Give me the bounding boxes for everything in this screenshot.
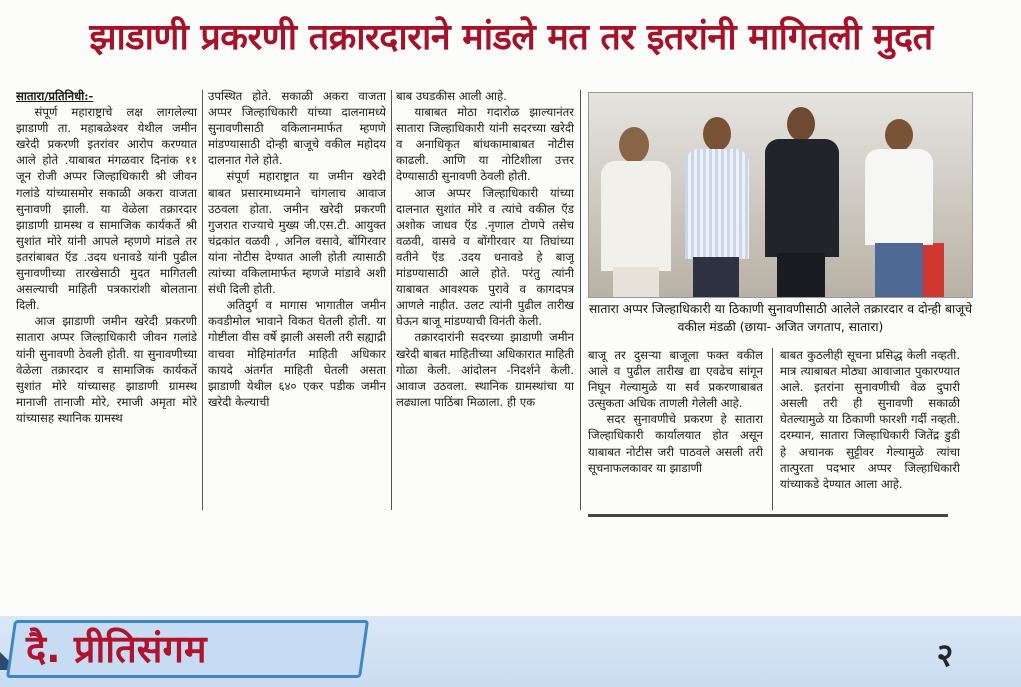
column-rule	[772, 348, 773, 510]
paragraph: आज झाडाणी जमीन खरेदी प्रकरणी सातारा अप्पर जिल्हाधिकारी जीवन गलांडे यांनी सुनावणी ठेवली होती. या सुनावणीच्या वेळेला तक्रारदार व सामाजिक कार्यकर्ते सुशांत मोरे यांच्यासह झाडाणी ग्रामस्थ मानाजी तानाजी मोरे, रमाजी अमृता मोरे यांच्यासह स्थानिक ग्रामस्थ	[16, 314, 197, 425]
paragraph: अतिदुर्ग व मागास भागातील जमीन कवडीमोल भावाने विकत घेतली होती. या गोष्टीला वीस वर्षे झाली असली तरी सह्याद्री वाचवा मोहिमांतर्गत माहिती अधिकार कायदे अंतर्गत माहिती घेतली असता झाडाणी येथील ६४० एकर पडीक जमीन खरेदी केल्याची	[208, 298, 386, 409]
article-end-rule	[588, 514, 948, 517]
paragraph: याबाबत मोठा गदारोळ झाल्यानंतर सातारा जिल्हाधिकारी यांनी सदरच्या खरेदी व अनाधिकृत बांधकामाबाबत नोटीस काढली. आणि या नोटिशीला उत्तर देण्यासाठी सुनावणी ठेवली होती.	[396, 105, 574, 184]
paragraph: संपूर्ण महाराष्ट्राचे लक्ष लागलेल्या झाडाणी ता. महाबळेश्वर येथील जमीन खरेदी प्रकरणी इतरांवर आरोप करण्यात आले होते .याबाबत मंगळवार दिनांक ११ जून रोजी अप्पर जिल्हाधिकारी श्री जीवन गलांडे यांच्यासमोर सकाळी अकरा वाजता सुनावणी झाली. या वेळेला तक्रारदार झाडाणी ग्रामस्थ व सामाजिक कार्यकर्ते श्री सुशांत मोरे यांनी आपले म्हणणे मांडले तर इतरांबाबत ऍड .उदय धनावडे यांनी पुढील सुनावणीच्या तारखेसाठी मुदत मागितली असल्याची माहिती पत्रकारांशी बोलताना दिली.	[16, 105, 197, 313]
dateline: सातारा/प्रतिनिधी:-	[16, 89, 94, 103]
column-rule	[580, 90, 581, 510]
column-rule	[391, 90, 392, 510]
article-column-2	[208, 88, 386, 513]
column-rule	[202, 90, 203, 510]
newspaper-name: दै. प्रीतिसंगम	[26, 627, 207, 671]
page-number: २	[936, 636, 954, 674]
article-column-4	[588, 347, 763, 512]
paragraph: उपस्थित होते. सकाळी अकरा वाजता अप्पर जिल्हाधिकारी यांच्या दालनामध्ये सुनावणीसाठी वकिलानमार्फत म्हणणे मांडण्यासाठी दोन्ही बाजूचे वकील महोदय दालनात गेले होते.	[208, 89, 386, 168]
photo-person	[681, 117, 753, 297]
paragraph: आज अप्पर जिल्हाधिकारी यांच्या दालनात सुशांत मोरे व त्यांचे वकील ऍड अशोक जाधव ऍड .नृणाल टोणपे तसेच वळवी, वासवे व बोंगीरवार या तिघांच्या वतीने ऍड .उदय धनावडे हे बाजू मांडण्यासाठी आले होते. परंतु त्यांनी याबाबत आवश्यक पुरावे व कागदपत्र आणले नाहीत. उलट त्यांनी पुढील तारीख घेऊन बाजू मांडण्याची विनंती केली.	[396, 185, 574, 329]
paragraph: तक्रारदारांनी सदरच्या झाडाणी जमीन खरेदी बाबत माहितीच्या अधिकारात माहिती गोळा केली. आंदोलन -निदर्शने केली. आवाज उठवला. स्थानिक ग्रामस्थांचा या लढ्याला पाठिंबा मिळाला. ही एक	[396, 330, 574, 409]
paragraph: बाबत कुठलीही सूचना प्रसिद्ध केली नव्हती. मात्र त्याबाबत मोठ्या आवाजात पुकारण्यात आले. इतरांना सुनावणीची वेळ दुपारी असली तरी ही सुनावणी सकाळी घेतल्यामुळे या ठिकाणी फारशी गर्दी नव्हती. दरम्यान, सातारा जिल्हाधिकारी जितेंद्र डुडी हे अचानक सुट्टीवर गेल्यामुळे त्यांचा तात्पुरता पदभार अप्पर जिल्हाधिकारी यांच्याकडे देण्यात आला आहे.	[780, 348, 960, 491]
article-column-5	[780, 347, 960, 512]
photo-person	[597, 127, 675, 297]
paragraph: बाजू तर दुसऱ्या बाजूला फक्त वकील आले व पुढील तारीख द्या एवढेच सांगून निघून गेल्यामुळे या सर्व प्रकरणाबाबत उत्सुकता अधिक ताणली गेलेली आहे.	[588, 348, 763, 411]
paragraph: बाब उघडकीस आली आहे.	[396, 89, 507, 103]
article-column-1	[16, 88, 197, 513]
article-column-3	[396, 88, 574, 513]
photo-person	[861, 119, 937, 297]
paragraph: सदर सुनावणीचे प्रकरण हे सातारा जिल्हाधिकारी कार्यालयात होत असून याबाबत नोटीस जरी पाठवले असली तरी सूचनाफलकावर या झाडाणी	[588, 412, 763, 475]
headline: झाडाणी प्रकरणी तक्रारदाराने मांडले मत तर इतरांनी मागितली मुदत	[89, 17, 933, 58]
photo-caption: सातारा अप्पर जिल्हाधिकारी या ठिकाणी सुनावणीसाठी आलेले तक्रारदार व दोन्ही बाजूचे वकील मंडळी (छाया- अजित जगताप, सातारा)	[588, 302, 973, 334]
news-photo	[588, 92, 973, 298]
paragraph: संपूर्ण महाराष्ट्रात या जमीन खरेदी बाबत प्रसारमाध्यमाने चांगलाच आवाज उठवला होता. जमीन खरेदी प्रकरणी गुजरात राज्याचे मुख्य जी.एस.टी. आयुक्त चंद्रकांत वळवी , अनिल वसावे, बोंगिरवार यांना नोटीस देण्यात आली होती त्यासाठी त्यांच्या वकिलामार्फत म्हणजे मांडावे अशी संधी दिली होती.	[208, 169, 386, 297]
photo-person	[759, 107, 843, 297]
